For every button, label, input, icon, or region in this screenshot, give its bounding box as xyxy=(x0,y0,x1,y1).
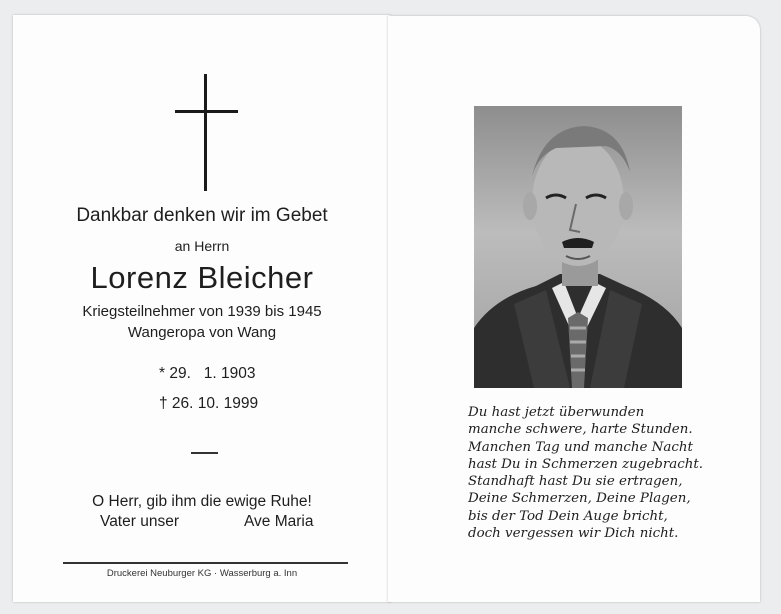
heading: Dankbar denken wir im Gebet xyxy=(76,205,328,226)
poem xyxy=(468,404,748,542)
poem-line: hast Du in Schmerzen zugebracht. xyxy=(468,456,703,472)
cross-icon xyxy=(204,74,207,191)
death-date: † 26. 10. 1999 xyxy=(159,395,259,412)
memorial-card-left-page xyxy=(13,15,391,602)
portrait-illustration xyxy=(474,106,682,388)
poem-line: doch vergessen wir Dich nicht. xyxy=(468,526,679,542)
place-text: Wangeropa von Wang xyxy=(127,324,277,341)
memorial-card-right-page xyxy=(388,16,760,602)
prayer-text: O Herr, gib ihm die ewige Ruhe! xyxy=(92,493,312,510)
poem-line: Standhaft hast Du sie ertragen, xyxy=(468,474,683,490)
role-text: Kriegsteilnehmer von 1939 bis 1945 xyxy=(82,303,322,320)
prayer-vater-unser: Vater unser xyxy=(100,513,179,530)
prayer-ave-maria: Ave Maria xyxy=(244,513,314,530)
footer-divider xyxy=(63,562,348,564)
cross-icon-bar xyxy=(175,110,238,113)
poem-line: Deine Schmerzen, Deine Plagen, xyxy=(468,491,691,507)
portrait-photo xyxy=(474,106,682,388)
birth-date: * 29. 1. 1903 xyxy=(159,365,256,382)
deceased-name: Lorenz Bleicher xyxy=(90,260,314,295)
poem-line: Du hast jetzt überwunden xyxy=(468,405,645,420)
poem-line: bis der Tod Dein Auge bricht, xyxy=(468,508,668,524)
poem-line: manche schwere, harte Stunden. xyxy=(468,422,693,438)
printer-credit: Druckerei Neuburger KG · Wasserburg a. Inn xyxy=(106,568,298,579)
divider xyxy=(191,452,218,454)
salutation: an Herrn xyxy=(174,238,230,254)
poem-line: Manchen Tag und manche Nacht xyxy=(468,439,693,455)
